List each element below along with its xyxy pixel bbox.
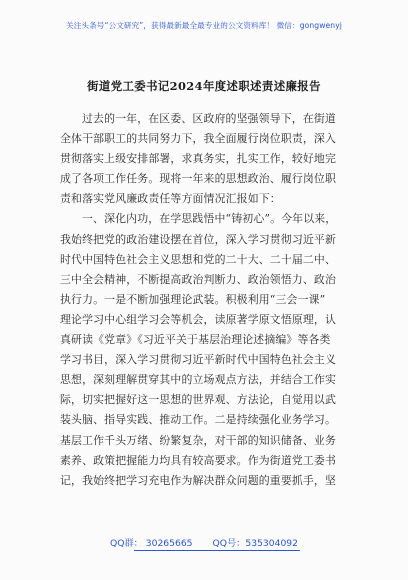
footer-underline [134,550,300,551]
body-line: 思想，深刻理解贯穿其中的立场观点方法，并结合工作实 [60,373,337,387]
body-line: 成了各项工作任务。现将一年来的思想政治、履行岗位职 [60,172,337,186]
contact-footer [0,535,408,549]
body-line: 记，我始终把学习充电作为解决群众问题的重要抓手，坚 [60,473,337,487]
body-line: 过去的一年，在区委、区政府的坚强领导下，在街道 [82,112,336,125]
body-line: 理论学习中心组学习会等机会，读原著学原文悟原理，认 [60,312,337,326]
body-line: 我始终把党的政治建设摆在首位，深入学习贯彻习近平新 [60,232,337,246]
body-line: 全体干部职工的共同努力下，我全面履行岗位职责，深入 [60,132,337,146]
body-line: 责和落实党风廉政责任等方面情况汇报如下： [60,192,281,206]
body-line: 一、深化内功，在学思践悟中“铸初心”。今年以来， [82,212,337,226]
document-title: 街道党工委书记2024年度述职述责述廉报告 [87,79,321,93]
body-line: 三中全会精神，不断提高政治判断力、政治领悟力、政治 [60,272,337,286]
body-line: 真研读《党章》《习近平关于基层治理论述摘编》等各类 [60,333,331,347]
body-line: 学习书目，深入学习贯彻习近平新时代中国特色社会主义 [60,353,337,367]
qq-number-text: QQ号：535304092 [212,538,298,549]
body-line: 际，切实把握好这一思想的世界观、方法论，自觉用以武 [60,393,337,407]
promo-banner: 关注头条号“公文研究”，获得最新最全最专业的公文资料库！ 微信：gongwenyj [66,21,342,30]
body-line: 装头脑、指导实践、推动工作。二是持续强化业务学习。 [60,413,337,427]
body-line: 基层工作千头万绪、纷繁复杂，对干部的知识储备、业务 [60,433,337,447]
body-line: 时代中国特色社会主义思想和党的二十大、二十届二中、 [60,252,337,266]
body-line: 贯彻落实上级安排部署，求真务实，扎实工作，较好地完 [60,152,337,166]
body-line: 执行力。一是不断加强理论武装。积极利用“三会一课” [60,292,326,306]
qq-group-text: QQ群： 30265665 [110,538,193,549]
body-line: 素养、政策把握能力均具有较高要求。作为街道党工委书 [60,453,337,467]
document-body [60,109,356,491]
